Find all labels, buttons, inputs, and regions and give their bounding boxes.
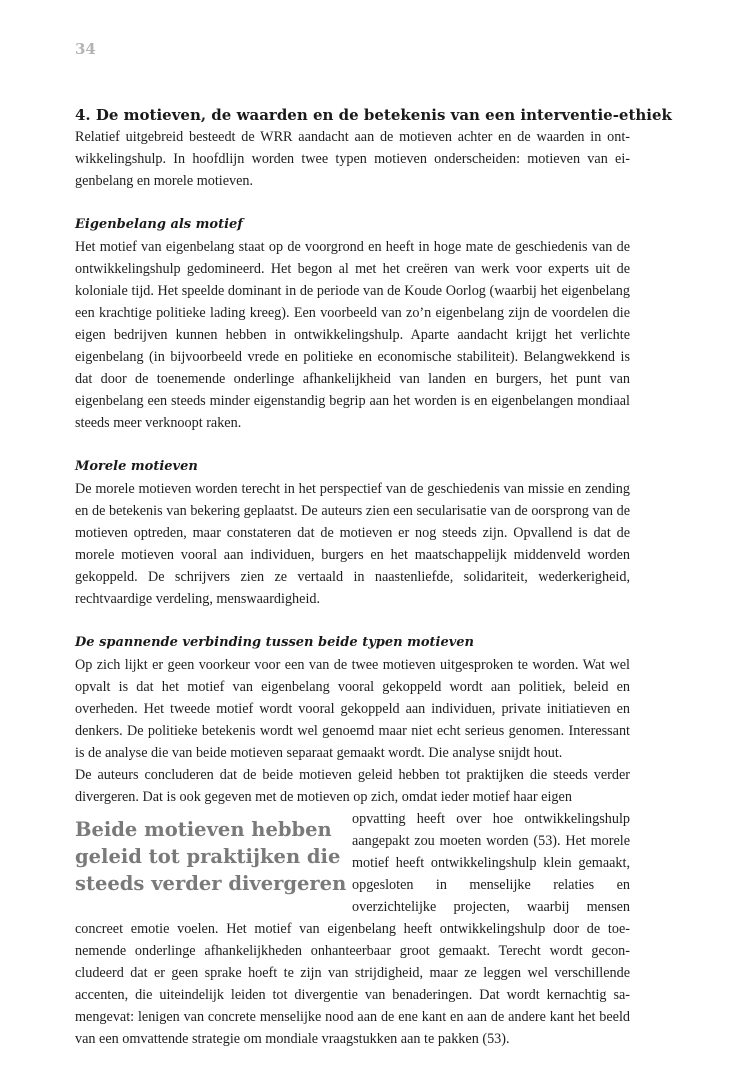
subsection-text-verbinding: Op zich lijkt er geen voorkeur voor een van de twee motieven uitgesproken te worden. Wat wel opvalt is dat het motief van eigenbelang vooral gekoppeld wordt aan politiek, beleid en overheden. Het tweede motief wordt vooral gekoppeld aan individuen, private initiatieven en denkers. De politieke betekenis wordt wel genoemd maar niet echt serieus genomen. Interessant is de analyse die van beide motieven separaat gemaakt wordt. Die analyse snijdt hout. (75, 657, 630, 761)
pull-quote-line: steeds verder divergeren (75, 872, 347, 895)
subsection-title-verbinding: De spannende verbinding tussen beide typen motieven (75, 635, 475, 650)
section-intro: Relatief uitgebreid besteedt de WRR aandacht aan de motieven achter en de waarden in ontwikkelingshulp. In hoofdlijn worden twee typen motieven onderscheiden: motieven van eigenbelang en morele motieven. (75, 129, 630, 189)
article-body (75, 104, 672, 1050)
subsection-text-verbinding-continued: De auteurs concluderen dat de beide motieven geleid hebben tot praktijken die steeds verder divergeren. Dat is ook gegeven met de motieven op zich, omdat ieder motief haar eigen (75, 767, 630, 805)
subsection-text-verbinding-wrapped: opvatting heeft over hoe ontwikkelingshulp aangepakt zou moeten worden (53). Het morele motief heeft ontwikkelingshulp klein gemaakt, opgesloten in menselijke relaties en overzichtelijke projecten, waarbij mensen concreet emotie voelen. Het motief van eigenbelang heeft ontwikkelingshulp door de toenemende onderlinge afhankelijkheden onhanteerbaar groot gemaakt. Terecht wordt geconcludeerd dat er geen sprake hoeft te zijn van strijdigheid, maar ze leggen wel verschillende accenten, die uiteindelijk leiden tot divergentie van benaderingen. Dat wordt kernachtig samengevat: lenigen van concrete menselijke nood aan de ene kant en aan de andere kant het beeld van een omvattende strategie om mondiale vraagstukken aan te pakken (53). (75, 811, 630, 1047)
subsection-title-eigenbelang: Eigenbelang als motief (75, 217, 243, 232)
section-heading: 4. De motieven, de waarden en de betekenis van een interventie-ethiek (75, 106, 672, 124)
pull-quote-line: geleid tot praktijken die (75, 845, 341, 868)
pull-quote-line: Beide motieven hebben (75, 818, 332, 841)
subsection-title-morele: Morele motieven (75, 459, 198, 474)
page-number: 34 (75, 40, 96, 58)
spacer (75, 192, 630, 214)
spacer (75, 434, 630, 456)
pull-quote (75, 808, 347, 918)
subsection-text-morele: De morele motieven worden terecht in het perspectief van de geschiedenis van missie en zending en de betekenis van bekering geplaatst. De auteurs zien een secularisatie van de oorsprong van de motieven optreden, maar constateren dat de motieven er nog steeds zijn. Opvallend is dat de morele motieven vooral aan individuen, burgers en het maatschappelijk middenveld worden gekoppeld. De schrijvers zien ze vertaald in naastenliefde, solidariteit, wederkerigheid, rechtvaardige verdeling, menswaardigheid. (75, 481, 630, 607)
spacer (75, 610, 630, 632)
subsection-text-eigenbelang: Het motief van eigenbelang staat op de voorgrond en heeft in hoge mate de geschiedenis van de ontwikkelingshulp gedomineerd. Het begon al met het creëren van werk voor experts uit de koloniale tijd. Het speelde dominant in de periode van de Koude Oorlog (waarbij het eigenbelang een krachtige politieke lading kreeg). Een voorbeeld van zo’n eigenbelang zijn de voordelen die eigen bedrijven kunnen hebben in ontwikkelingshulp. Aparte aandacht krijgt het verlichte eigenbelang (in bijvoorbeeld vrede en politieke en economische stabiliteit). Belangwekkend is dat door de toenemende onderlinge afhankelijkheid van landen en burgers, het punt van eigenbelang een steeds minder eigenstandig begrip aan het worden is en eigenbelangen mondiaal steeds meer verknoopt raken. (75, 239, 630, 431)
